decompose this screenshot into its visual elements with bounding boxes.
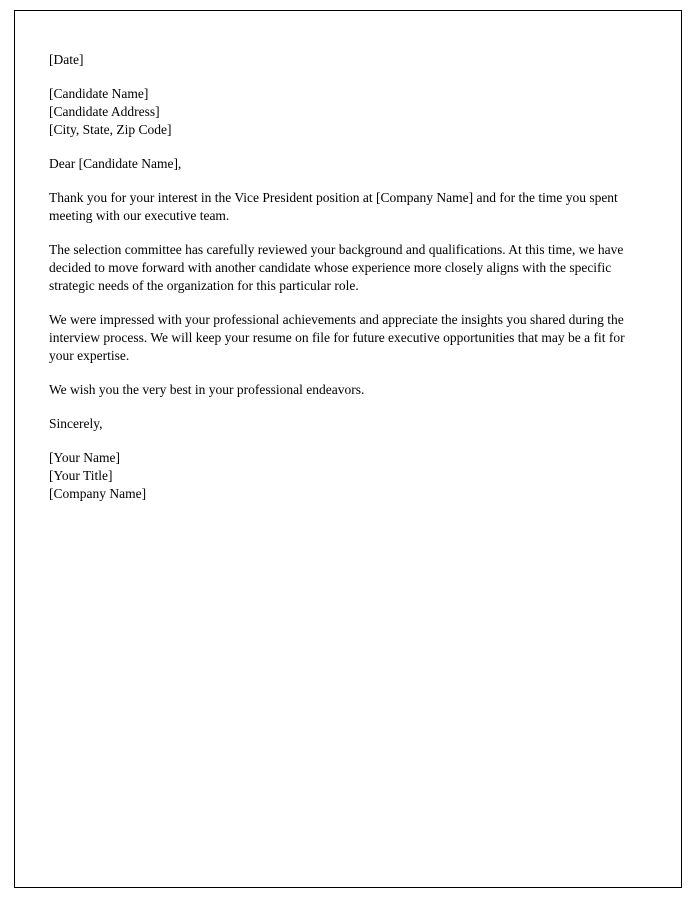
paragraph-4 [49,381,643,399]
letter-page [14,10,682,888]
paragraph-4-text: We wish you the very best in your professional endeavors. [49,382,365,397]
date-line: [Date] [49,52,84,67]
paragraph-2 [49,241,643,295]
recipient-city-state-zip: [City, State, Zip Code] [49,122,172,137]
paragraph-3-text: We were impressed with your professional achievements and appreciate the insights you shared during the interview process. We will keep your resume on file for future executive opportunities that may be a fit for your expertise. [49,312,625,363]
closing-block [49,415,643,433]
paragraph-2-text: The selection committee has carefully reviewed your background and qualifications. At this time, we have decided to move forward with another candidate whose experience more closely aligns with the specific strategic needs of the organization for this particular role. [49,242,624,293]
salutation-block [49,155,643,173]
recipient-block [49,85,643,139]
paragraph-1-text: Thank you for your interest in the Vice President position at [Company Name] and for the time you spent meeting with our executive team. [49,190,618,223]
paragraph-1 [49,189,643,225]
salutation: Dear [Candidate Name], [49,156,182,171]
signature-name: [Your Name] [49,450,120,465]
letter-body [49,51,643,503]
closing: Sincerely, [49,416,103,431]
recipient-address: [Candidate Address] [49,104,160,119]
date-block [49,51,643,69]
recipient-name: [Candidate Name] [49,86,149,101]
signature-block [49,449,643,503]
signature-title: [Your Title] [49,468,113,483]
signature-company: [Company Name] [49,486,147,501]
paragraph-3 [49,311,643,365]
